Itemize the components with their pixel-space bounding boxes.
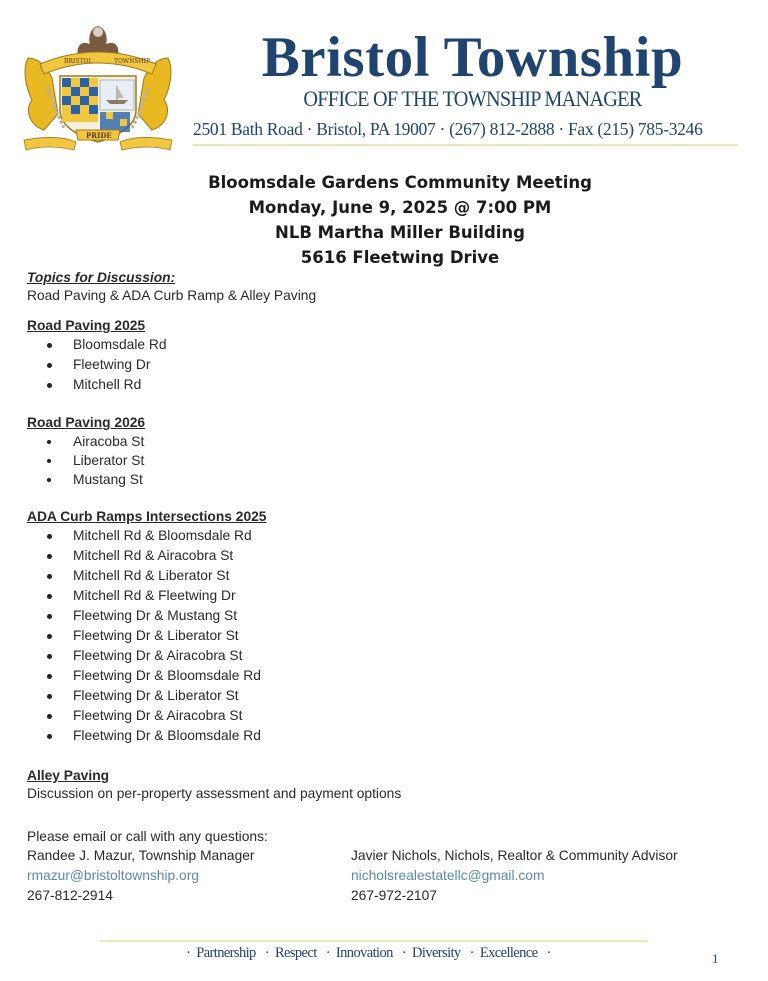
office-subtitle: OFFICE OF THE TOWNSHIP MANAGER	[303, 86, 642, 111]
section-title-ada-curb-ramps: ADA Curb Ramps Intersections 2025	[27, 509, 267, 524]
list-item	[27, 526, 727, 546]
seal-banner-left: BRISTOL	[64, 58, 93, 65]
section-title-alley-paving: Alley Paving	[27, 768, 110, 783]
list-item-text: Fleetwing Dr & Airacobra St	[73, 708, 243, 723]
list-item	[27, 432, 727, 451]
meeting-heading	[200, 170, 600, 270]
contact-right	[351, 846, 678, 906]
bullet-icon	[47, 634, 52, 639]
list-item	[27, 606, 727, 626]
header-divider	[193, 144, 738, 146]
list-item	[27, 646, 727, 666]
contact-right-name: Javier Nichols, Nichols, Realtor & Community Advisor	[351, 848, 678, 863]
footer-value: Diversity	[412, 945, 461, 961]
footer-separator: ·	[186, 945, 191, 961]
footer-separator: ·	[469, 945, 474, 961]
township-seal-logo	[18, 18, 178, 153]
section-title-road-paving-2025: Road Paving 2025	[27, 318, 146, 333]
letterhead	[200, 28, 745, 110]
bullet-icon	[47, 694, 52, 699]
list-item-text: Mitchell Rd & Bloomsdale Rd	[73, 528, 252, 543]
list-item-text: Mustang St	[73, 472, 143, 487]
alley-paving-text: Discussion on per-property assessment and payment options	[27, 786, 402, 801]
bullet-icon	[47, 614, 52, 619]
list-item-text: Fleetwing Dr	[73, 357, 151, 372]
footer-values	[180, 945, 557, 962]
bullet-icon	[47, 734, 52, 739]
list-item	[27, 451, 727, 470]
list-item-text: Liberator St	[73, 453, 145, 468]
footer-value: Innovation	[335, 945, 393, 961]
bullet-icon	[47, 459, 51, 463]
list-item-text: Fleetwing Dr & Liberator St	[73, 688, 239, 703]
agenda-content	[27, 269, 727, 803]
topics-summary: Road Paving & ADA Curb Ramp & Alley Paving	[27, 288, 317, 303]
bullet-icon	[47, 594, 52, 599]
road-paving-2026-list	[27, 432, 727, 489]
list-item	[27, 686, 727, 706]
meeting-name: Bloomsdale Gardens Community Meeting	[208, 173, 592, 192]
bullet-icon	[47, 574, 52, 579]
contact-right-phone: 267-972-2107	[351, 888, 437, 903]
office-address: 2501 Bath Road · Bristol, PA 19007 · (267) 812-2888 · Fax (215) 785-3246	[193, 119, 703, 139]
list-item	[27, 666, 727, 686]
footer-value: Excellence	[479, 945, 538, 961]
bullet-icon	[47, 654, 52, 659]
footer-value: Respect	[274, 945, 317, 961]
footer-separator: ·	[264, 945, 269, 961]
bullet-icon	[47, 440, 51, 444]
list-item-text: Bloomsdale Rd	[73, 337, 167, 352]
bullet-icon	[47, 343, 52, 348]
bullet-icon	[47, 674, 52, 679]
list-item-text: Fleetwing Dr & Bloomsdale Rd	[73, 728, 261, 743]
contact-right-email-link[interactable]: nicholsrealestatellc@gmail.com	[351, 868, 545, 883]
meeting-datetime: Monday, June 9, 2025 @ 7:00 PM	[248, 198, 552, 217]
seal-banner-right: TOWNSHIP	[114, 58, 151, 65]
contact-left-name: Randee J. Mazur, Township Manager	[27, 848, 255, 863]
list-item	[27, 586, 727, 606]
township-title: Bristol Township	[261, 26, 684, 89]
section-title-road-paving-2026: Road Paving 2026	[27, 415, 146, 430]
list-item	[27, 355, 727, 375]
meeting-venue: NLB Martha Miller Building	[275, 223, 525, 242]
page-number: 1	[712, 951, 719, 966]
list-item-text: Fleetwing Dr & Mustang St	[73, 608, 238, 623]
bullet-icon	[47, 383, 52, 388]
footer-separator: ·	[325, 945, 330, 961]
list-item	[27, 706, 727, 726]
list-item-text: Fleetwing Dr & Liberator St	[73, 628, 239, 643]
footer-separator: ·	[401, 945, 407, 961]
footer-divider	[100, 940, 648, 942]
list-item-text: Airacoba St	[73, 434, 145, 449]
ada-curb-ramps-list	[27, 526, 727, 746]
list-item-text: Fleetwing Dr & Airacobra St	[73, 648, 243, 663]
list-item-text: Mitchell Rd & Fleetwing Dr	[73, 588, 236, 603]
bullet-icon	[47, 534, 52, 539]
list-item	[27, 470, 727, 489]
list-item	[27, 335, 727, 355]
road-paving-2025-list	[27, 335, 727, 395]
seal-motto: PRIDE	[86, 131, 112, 140]
footer-value: Partnership	[196, 945, 256, 961]
list-item-text: Mitchell Rd & Airacobra St	[73, 548, 234, 563]
list-item	[27, 375, 727, 395]
bullet-icon	[47, 554, 52, 559]
list-item	[27, 546, 727, 566]
list-item	[27, 726, 727, 746]
meeting-address: 5616 Fleetwing Drive	[300, 248, 500, 267]
bullet-icon	[47, 714, 52, 719]
list-item-text: Mitchell Rd	[73, 377, 142, 392]
bullet-icon	[47, 363, 52, 368]
contact-left-phone: 267-812-2914	[27, 888, 113, 903]
list-item	[27, 566, 727, 586]
contact-left-email-link[interactable]: rmazur@bristoltownship.org	[27, 868, 199, 883]
seal-icon	[18, 18, 178, 153]
contact-left	[27, 846, 255, 906]
contact-intro: Please email or call with any questions:	[27, 829, 268, 844]
bullet-icon	[47, 478, 51, 482]
list-item-text: Fleetwing Dr & Bloomsdale Rd	[73, 668, 261, 683]
topics-title: Topics for Discussion:	[27, 270, 176, 285]
contact-section	[27, 828, 747, 903]
list-item-text: Mitchell Rd & Liberator St	[73, 568, 230, 583]
list-item	[27, 626, 727, 646]
footer-separator: ·	[546, 945, 551, 961]
